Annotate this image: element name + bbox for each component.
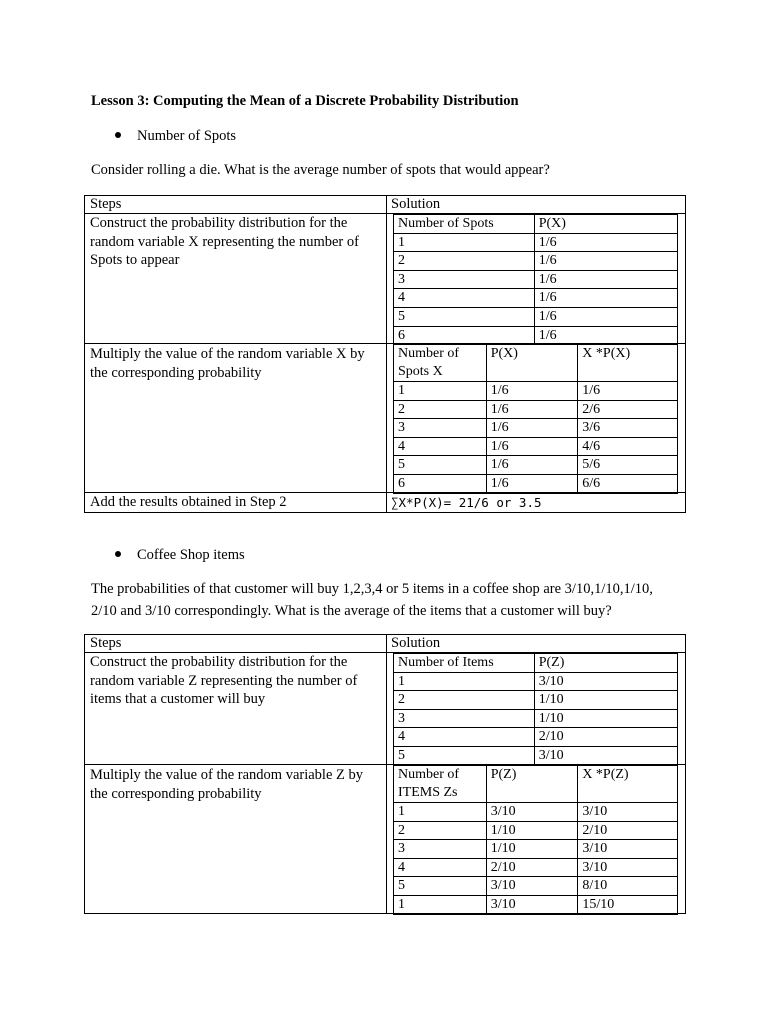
table-cell: 6/6 [578,474,678,493]
table-cell: 3/6 [578,419,678,438]
table-cell: 3/10 [578,840,678,859]
table-row [394,252,678,271]
section1-steps-header: Steps [90,196,122,212]
table-cell: 15/10 [578,895,678,914]
table-cell: 1 [394,803,487,822]
table-cell: 1 [394,382,487,401]
table-header-cell: Number of Spots [394,215,535,234]
table-row [394,672,678,691]
table-cell: 2/10 [486,858,578,877]
section1-question: Consider rolling a die. What is the average number of spots that would appear? [91,162,550,178]
table-cell: 1/10 [486,840,578,859]
table-row [394,289,678,308]
table-cell: 1/6 [486,400,578,419]
table-cell: 3 [394,709,535,728]
section2-question-line2: 2/10 and 3/10 correspondingly. What is the average of the items that a customer will buy? [91,603,612,619]
table-header-cell: P(X) [486,345,578,382]
section1-product-table [393,344,678,494]
table-header-cell: X *P(Z) [578,766,678,803]
table-cell: 1/10 [534,709,677,728]
table-cell: 2/10 [578,821,678,840]
table-header-cell: P(X) [534,215,677,234]
table-cell: 1/6 [534,326,677,345]
table-cell: 2 [394,400,487,419]
lesson-title: Lesson 3: Computing the Mean of a Discrete Probability Distribution [91,93,519,109]
table-cell: 3/10 [486,895,578,914]
section2-bullet [115,547,245,564]
table-row [394,858,678,877]
table-header-cell: P(Z) [534,654,677,673]
table-cell: 4 [394,437,487,456]
section2-distribution-table [393,653,678,766]
table-header-row [394,345,678,382]
table-row [394,821,678,840]
table-cell: 1/6 [486,382,578,401]
section2-product-table [393,765,678,915]
table-cell: 5/6 [578,456,678,475]
table-cell: 3 [394,270,535,289]
table-cell: 1 [394,895,487,914]
table-row [394,877,678,896]
table-cell: 2 [394,252,535,271]
bullet-dot-icon [115,551,121,557]
table-cell: 1/6 [486,456,578,475]
section1-distribution-table [393,214,678,345]
table-cell: 5 [394,877,487,896]
table-cell: 5 [394,746,535,765]
section1-step1: Construct the probability distribution for the random variable X representing the number of Spots to appear [90,215,359,268]
table-row [394,803,678,822]
table-cell: 1 [394,672,535,691]
section2-step1: Construct the probability distribution for the random variable Z representing the number of items that a customer will buy [90,654,358,707]
table-cell: 3/10 [486,803,578,822]
table-header-cell: Number of Items [394,654,535,673]
table-header-cell: Number of Spots X [394,345,487,382]
table-header-cell: P(Z) [486,766,578,803]
table-cell: 1/6 [578,382,678,401]
table-row [394,895,678,914]
table-cell: 8/10 [578,877,678,896]
table-row [394,474,678,493]
table-cell: 3 [394,419,487,438]
table-row [394,746,678,765]
table-cell: 1/6 [486,437,578,456]
table-cell: 3/10 [534,672,677,691]
table-row [394,233,678,252]
table-cell: 6 [394,474,487,493]
table-cell: 2/6 [578,400,678,419]
section1-bullet [115,128,236,145]
table-header-row [394,215,678,234]
section2-bullet-label: Coffee Shop items [137,547,245,563]
table-cell: 1/6 [486,419,578,438]
table-cell: 2/10 [534,728,677,747]
table-header-cell: Number of ITEMS Zs [394,766,487,803]
section1-step3: Add the results obtained in Step 2 [90,494,287,510]
table-row [394,728,678,747]
table-cell: 3/10 [486,877,578,896]
section2-solution-header: Solution [391,635,441,651]
table-cell: 5 [394,456,487,475]
table-row [394,437,678,456]
table-cell: 4/6 [578,437,678,456]
table-cell: 1/10 [486,821,578,840]
bullet-dot-icon [115,132,121,138]
table-cell: 4 [394,289,535,308]
table-header-row [394,766,678,803]
table-cell: 1/6 [534,252,677,271]
table-cell: 4 [394,728,535,747]
table-row [394,382,678,401]
table-cell: 3 [394,840,487,859]
section2-question-line1: The probabilities of that customer will buy 1,2,3,4 or 5 items in a coffee shop are 3/10,1/10,1/10, [91,581,653,597]
table-cell: 1 [394,233,535,252]
table-row [394,709,678,728]
table-row [394,326,678,345]
table-row [394,270,678,289]
table-row [394,840,678,859]
table-cell: 3/10 [578,858,678,877]
table-cell: 1/6 [534,233,677,252]
table-row [394,691,678,710]
section1-step2: Multiply the value of the random variable X by the corresponding probability [90,346,365,381]
table-row [394,400,678,419]
table-cell: 3/10 [578,803,678,822]
section1-solution-header: Solution [391,196,441,212]
table-cell: 5 [394,307,535,326]
table-header-row [394,654,678,673]
section2-step2: Multiply the value of the random variable Z by the corresponding probability [90,767,364,802]
section1-bullet-label: Number of Spots [137,128,237,144]
table-cell: 3/10 [534,746,677,765]
section2-steps-header: Steps [90,635,122,651]
table-cell: 1/6 [486,474,578,493]
table-cell: 1/6 [534,307,677,326]
table-cell: 2 [394,821,487,840]
table-cell: 2 [394,691,535,710]
table-row [394,419,678,438]
table-cell: 1/10 [534,691,677,710]
table-row [394,307,678,326]
table-cell: 6 [394,326,535,345]
table-row [394,456,678,475]
table-cell: 1/6 [534,270,677,289]
table-cell: 4 [394,858,487,877]
section1-sum-result: ∑X*P(X)= 21/6 or 3.5 [391,495,542,510]
table-header-cell: X *P(X) [578,345,678,382]
table-cell: 1/6 [534,289,677,308]
